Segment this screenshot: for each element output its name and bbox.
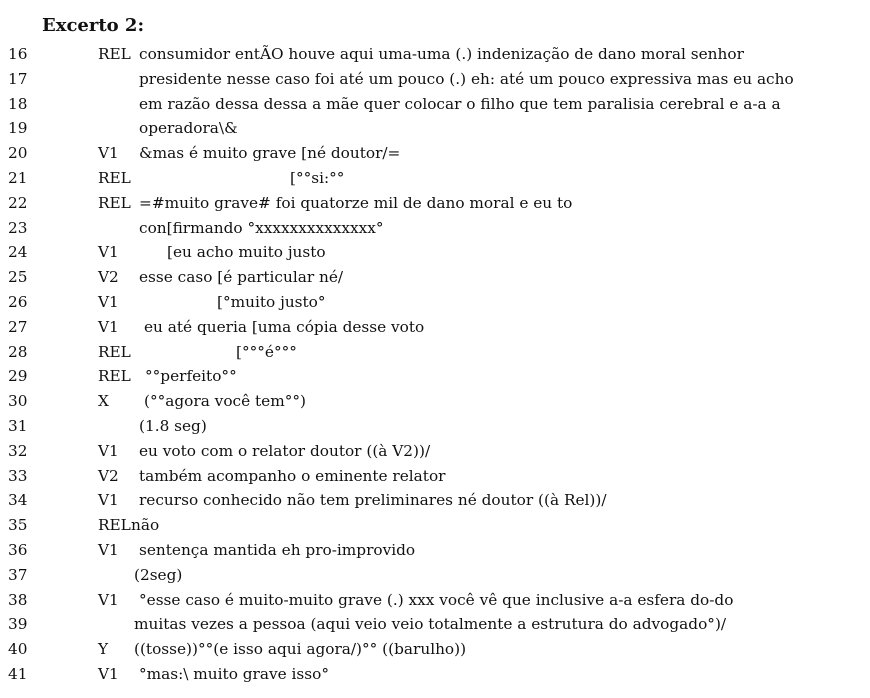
- utterance-text: muitas vezes a pessoa (aqui veio veio totalmente a estrutura do advogado°)/: [134, 615, 727, 634]
- line-number: 41: [8, 665, 28, 683]
- utterance-text: eu até queria [uma cópia desse voto: [144, 317, 425, 336]
- line-number: 20: [8, 144, 28, 163]
- utterance-text: consumidor entÃO houve aqui uma-uma (.) indenização de dano moral senhor: [139, 45, 744, 63]
- utterance-text: [°°si:°°: [290, 169, 345, 187]
- utterance-text: [°°°é°°°: [236, 342, 297, 361]
- utterance-text: [eu acho muito justo: [167, 243, 326, 262]
- line-number: 40: [8, 640, 28, 659]
- transcript-line: [0, 141, 870, 165]
- utterance-text: também acompanho o eminente relator: [139, 466, 446, 485]
- utterance-text: =#muito grave# foi quatorze mil de dano moral e eu to: [139, 193, 573, 212]
- utterance-text: °°perfeito°°: [145, 367, 237, 386]
- utterance-text: presidente nesse caso foi até um pouco (.) eh: até um pouco expressiva mas eu acho: [139, 69, 794, 88]
- utterance-text: °esse caso é muito-muito grave (.) xxx você vê que inclusive a-a esfera do-do: [139, 590, 734, 609]
- transcript-line: [0, 340, 870, 364]
- speaker-label: REL: [98, 516, 131, 535]
- speaker-label: V1: [98, 243, 119, 262]
- utterance-text: em razão dessa dessa a mãe quer colocar o filho que tem paralisia cerebral e a-a a: [139, 94, 781, 113]
- transcript-line: [0, 513, 870, 537]
- transcript-line: [0, 538, 870, 562]
- utterance-text: (2seg): [134, 565, 183, 584]
- utterance-text: (1.8 seg): [139, 417, 207, 435]
- speaker-label: REL: [98, 169, 131, 187]
- speaker-label: V1: [98, 665, 119, 683]
- line-number: 24: [8, 243, 28, 262]
- transcript-line: [0, 637, 870, 661]
- transcript-line: [0, 662, 870, 686]
- line-number: 35: [8, 516, 28, 535]
- utterance-text: eu voto com o relator doutor ((à V2))/: [139, 441, 431, 460]
- utterance-text: operadora\&: [139, 119, 238, 138]
- utterance-text: &mas é muito grave [né doutor/=: [139, 144, 401, 163]
- utterance-text: ((tosse))°°(e isso aqui agora/)°° ((barulho)): [134, 640, 467, 659]
- utterance-text: (°°agora você tem°°): [144, 392, 306, 411]
- line-number: 27: [8, 317, 28, 336]
- line-number: 23: [8, 218, 28, 237]
- transcript-line: [0, 42, 870, 66]
- line-number: 22: [8, 193, 28, 212]
- utterance-text: °mas:\ muito grave isso°: [139, 665, 329, 683]
- line-number: 33: [8, 466, 28, 485]
- line-number: 32: [8, 441, 28, 460]
- line-number: 21: [8, 169, 28, 187]
- transcript-line: [0, 315, 870, 339]
- utterance-text: esse caso [é particular né/: [139, 268, 344, 287]
- transcript-line: [0, 563, 870, 587]
- speaker-label: REL: [98, 367, 131, 386]
- speaker-label: V1: [98, 441, 119, 460]
- speaker-label: REL: [98, 193, 131, 212]
- transcript-line: [0, 389, 870, 413]
- utterance-text: não: [131, 516, 160, 535]
- line-number: 31: [8, 417, 28, 435]
- transcript-line: [0, 240, 870, 264]
- transcript-line: [0, 588, 870, 612]
- transcript-line: [0, 364, 870, 388]
- speaker-label: X: [98, 392, 109, 411]
- line-number: 29: [8, 367, 28, 386]
- utterance-text: [°muito justo°: [217, 293, 326, 311]
- line-number: 38: [8, 590, 28, 609]
- line-number: 18: [8, 94, 28, 113]
- transcript-line: [0, 116, 870, 140]
- line-number: 36: [8, 541, 28, 559]
- line-number: 25: [8, 268, 28, 287]
- excerpt-title: Excerto 2:: [42, 15, 145, 36]
- transcript-line: [0, 464, 870, 488]
- speaker-label: V1: [98, 590, 119, 609]
- speaker-label: V2: [98, 268, 119, 287]
- line-number: 28: [8, 342, 28, 361]
- transcript-line: [0, 414, 870, 438]
- transcript-line: [0, 67, 870, 91]
- transcript-line: [0, 612, 870, 636]
- transcript-line: [0, 216, 870, 240]
- speaker-label: V1: [98, 317, 119, 336]
- speaker-label: V2: [98, 466, 119, 485]
- transcript-line: [0, 439, 870, 463]
- speaker-label: V1: [98, 491, 119, 510]
- line-number: 30: [8, 392, 28, 411]
- transcript-line: [0, 290, 870, 314]
- speaker-label: V1: [98, 144, 119, 163]
- transcript-line: [0, 166, 870, 190]
- line-number: 39: [8, 615, 28, 634]
- speaker-label: Y: [98, 640, 109, 659]
- line-number: 17: [8, 69, 28, 88]
- transcript-line: [0, 488, 870, 512]
- line-number: 34: [8, 491, 28, 510]
- speaker-label: REL: [98, 45, 131, 63]
- line-number: 37: [8, 565, 28, 584]
- utterance-text: recurso conhecido não tem preliminares né doutor ((à Rel))/: [139, 491, 607, 510]
- speaker-label: V1: [98, 293, 119, 311]
- line-number: 26: [8, 293, 28, 311]
- line-number: 16: [8, 45, 28, 63]
- speaker-label: V1: [98, 541, 119, 559]
- utterance-text: sentença mantida eh pro-improvido: [139, 541, 416, 559]
- utterance-text: con[firmando °xxxxxxxxxxxxxx°: [139, 218, 384, 237]
- transcript-line: [0, 191, 870, 215]
- transcript-line: [0, 265, 870, 289]
- transcript-line: [0, 92, 870, 116]
- speaker-label: REL: [98, 342, 131, 361]
- line-number: 19: [8, 119, 28, 138]
